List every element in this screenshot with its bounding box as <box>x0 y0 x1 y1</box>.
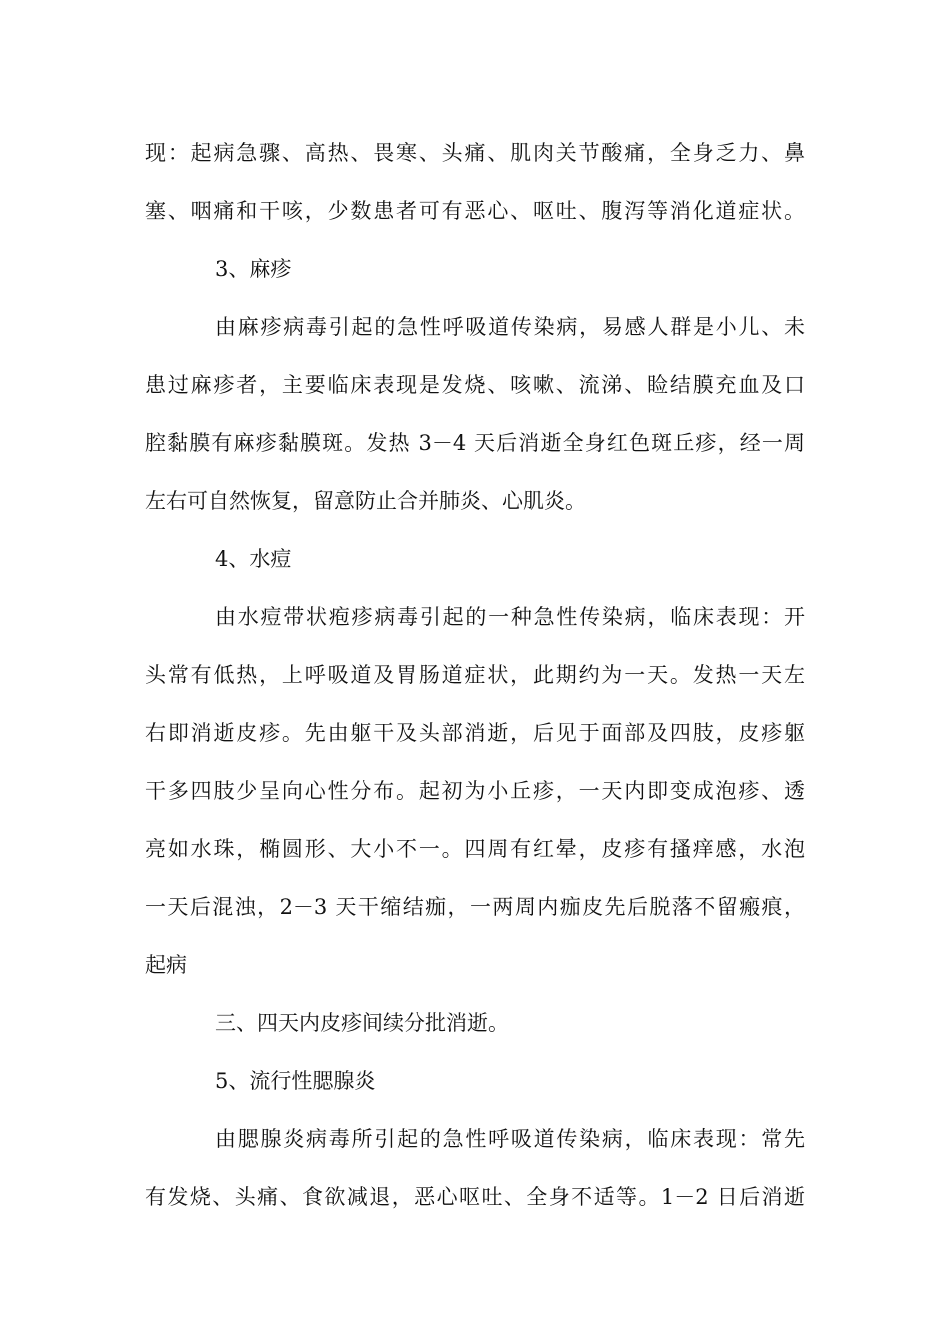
text-line: 现：起病急骤、高热、畏寒、头痛、肌肉关节酸痛，全身乏力、鼻 <box>145 141 805 165</box>
text-line: 有发烧、头痛、食欲减退，恶心呕吐、全身不适等。1－2 日后消逝 <box>145 1185 805 1209</box>
section-heading-chickenpox: 4、水痘 <box>215 547 292 571</box>
paragraph-start: 由水痘带状疱疹病毒引起的一种急性传染病，临床表现：开 <box>215 605 805 629</box>
section-heading-measles: 3、麻疹 <box>215 257 292 281</box>
text-line: 一天后混浊，2－3 天干缩结痂，一两周内痂皮先后脱落不留瘢痕， <box>145 895 805 919</box>
text-line: 右即消逝皮疹。先由躯干及头部消逝，后见于面部及四肢，皮疹躯 <box>145 721 805 745</box>
paragraph-start: 由腮腺炎病毒所引起的急性呼吸道传染病，临床表现：常先 <box>215 1127 805 1151</box>
text-line: 左右可自然恢复，留意防止合并肺炎、心肌炎。 <box>145 489 586 513</box>
text-line: 亮如水珠，椭圆形、大小不一。四周有红晕，皮疹有搔痒感，水泡 <box>145 837 805 861</box>
text-line: 头常有低热，上呼吸道及胃肠道症状，此期约为一天。发热一天左 <box>145 663 805 687</box>
text-line: 塞、咽痛和干咳，少数患者可有恶心、呕吐、腹泻等消化道症状。 <box>145 199 805 223</box>
text-line: 患过麻疹者，主要临床表现是发烧、咳嗽、流涕、睑结膜充血及口 <box>145 373 805 397</box>
text-line: 起病 <box>145 953 187 977</box>
section-heading-mumps: 5、流行性腮腺炎 <box>215 1069 376 1093</box>
paragraph-start: 由麻疹病毒引起的急性呼吸道传染病，易感人群是小儿、未 <box>215 315 805 339</box>
paragraph-line: 三、四天内皮疹间续分批消逝。 <box>215 1011 509 1035</box>
text-line: 干多四肢少呈向心性分布。起初为小丘疹，一天内即变成泡疹、透 <box>145 779 805 803</box>
text-line: 腔黏膜有麻疹黏膜斑。发热 3－4 天后消逝全身红色斑丘疹，经一周 <box>145 431 805 455</box>
